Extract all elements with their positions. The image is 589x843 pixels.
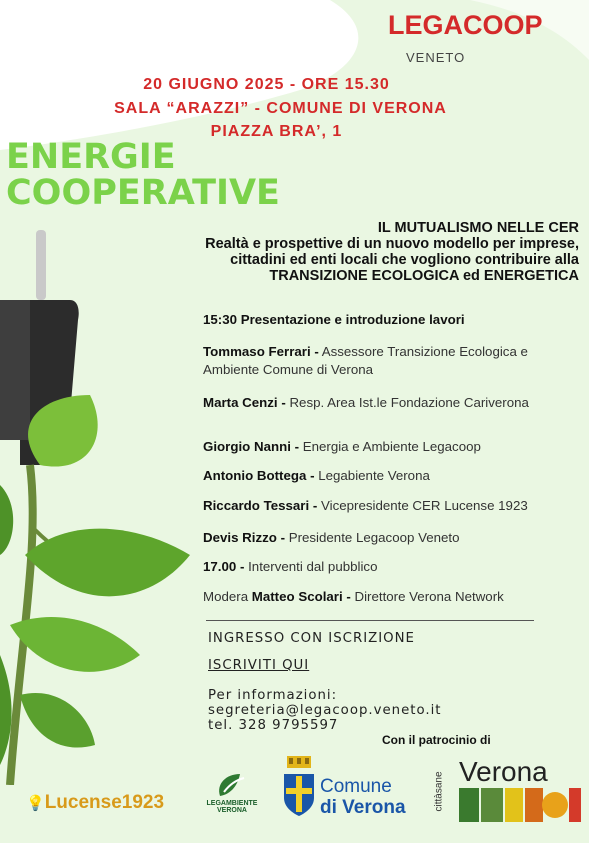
speaker-role: Energia e Ambiente Legacoop [299, 439, 481, 454]
registration-note: INGRESSO CON ISCRIZIONE [208, 631, 415, 646]
legambiente-emblem-icon [214, 770, 250, 800]
speaker-name: Matteo Scolari - [251, 589, 351, 604]
moderator-prefix: Modera [203, 589, 252, 604]
divider [206, 620, 534, 621]
program-item [203, 438, 481, 456]
event-date-time: 20 GIUGNO 2025 - ORE 15.30 [143, 76, 390, 93]
program-item [203, 497, 528, 515]
program-item [203, 343, 533, 379]
speaker-role: Direttore Verona Network [350, 589, 504, 604]
event-title-line2: COOPERATIVE [6, 173, 280, 213]
speaker-role: Assessore Transizione Ecologica e Ambiente Comune di Verona [203, 344, 528, 377]
program-item-moderator [203, 588, 504, 606]
plug-plant-illustration [0, 225, 200, 785]
speaker-role: Legabiente Verona [314, 468, 430, 483]
speaker-name: Tommaso Ferrari - [203, 344, 319, 359]
bulb-icon: 💡 [26, 795, 45, 812]
program-item [203, 467, 430, 485]
patronage-label: Con il patrocinio di [382, 733, 491, 747]
item-label: Interventi dal pubblico [244, 559, 378, 574]
legambiente-logo: LEGAMBIENTE VERONA [197, 770, 267, 814]
event-venue: SALA “ARAZZI” - COMUNE DI VERONA [114, 100, 447, 117]
program-item [203, 529, 460, 547]
speaker-name: Devis Rizzo - [203, 530, 286, 545]
event-title-line1: ENERGIE [6, 137, 176, 177]
subtitle-line1: IL MUTUALISMO NELLE CER [377, 220, 579, 236]
speaker-name: Riccardo Tessari - [203, 498, 318, 513]
program-item-intro: 15:30 Presentazione e introduzione lavori [203, 312, 465, 327]
subtitle-line4: TRANSIZIONE ECOLOGICA ed ENERGETICA [269, 268, 579, 284]
city-collage-icon [459, 788, 581, 822]
time-label: 17.00 - [203, 559, 245, 574]
contact-info [208, 688, 442, 733]
lucense-logo: 💡Lucense1923 [26, 792, 165, 813]
subtitle-line2: Realtà e prospettive di un nuovo modello per imprese, [205, 236, 579, 252]
event-address: PIAZZA BRA’, 1 [210, 123, 343, 140]
contact-email[interactable]: segreteria@legacoop.veneto.it [208, 703, 442, 718]
contact-label: Per informazioni: [208, 688, 338, 703]
register-link[interactable]: ISCRIVITI QUI [208, 658, 310, 673]
contact-phone: tel. 328 9795597 [208, 718, 339, 733]
speaker-role: Resp. Area Ist.le Fondazione Cariverona [285, 395, 529, 410]
speaker-name: Marta Cenzi - [203, 395, 286, 410]
legacoop-logo: LEGACOOP [388, 10, 543, 40]
comune-verona-crest-icon [282, 756, 316, 818]
subtitle-line3: cittadini ed enti locali che vogliono contribuire alla [230, 252, 579, 268]
speaker-name: Antonio Bottega - [203, 468, 315, 483]
legacoop-region: VENETO [406, 50, 466, 65]
speaker-name: Giorgio Nanni - [203, 439, 300, 454]
comune-verona-logo: Comune di Verona [320, 776, 406, 818]
program-item [203, 558, 377, 576]
program-item [203, 394, 533, 412]
speaker-role: Presidente Legacoop Veneto [285, 530, 460, 545]
speaker-role: Vicepresidente CER Lucense 1923 [317, 498, 528, 513]
